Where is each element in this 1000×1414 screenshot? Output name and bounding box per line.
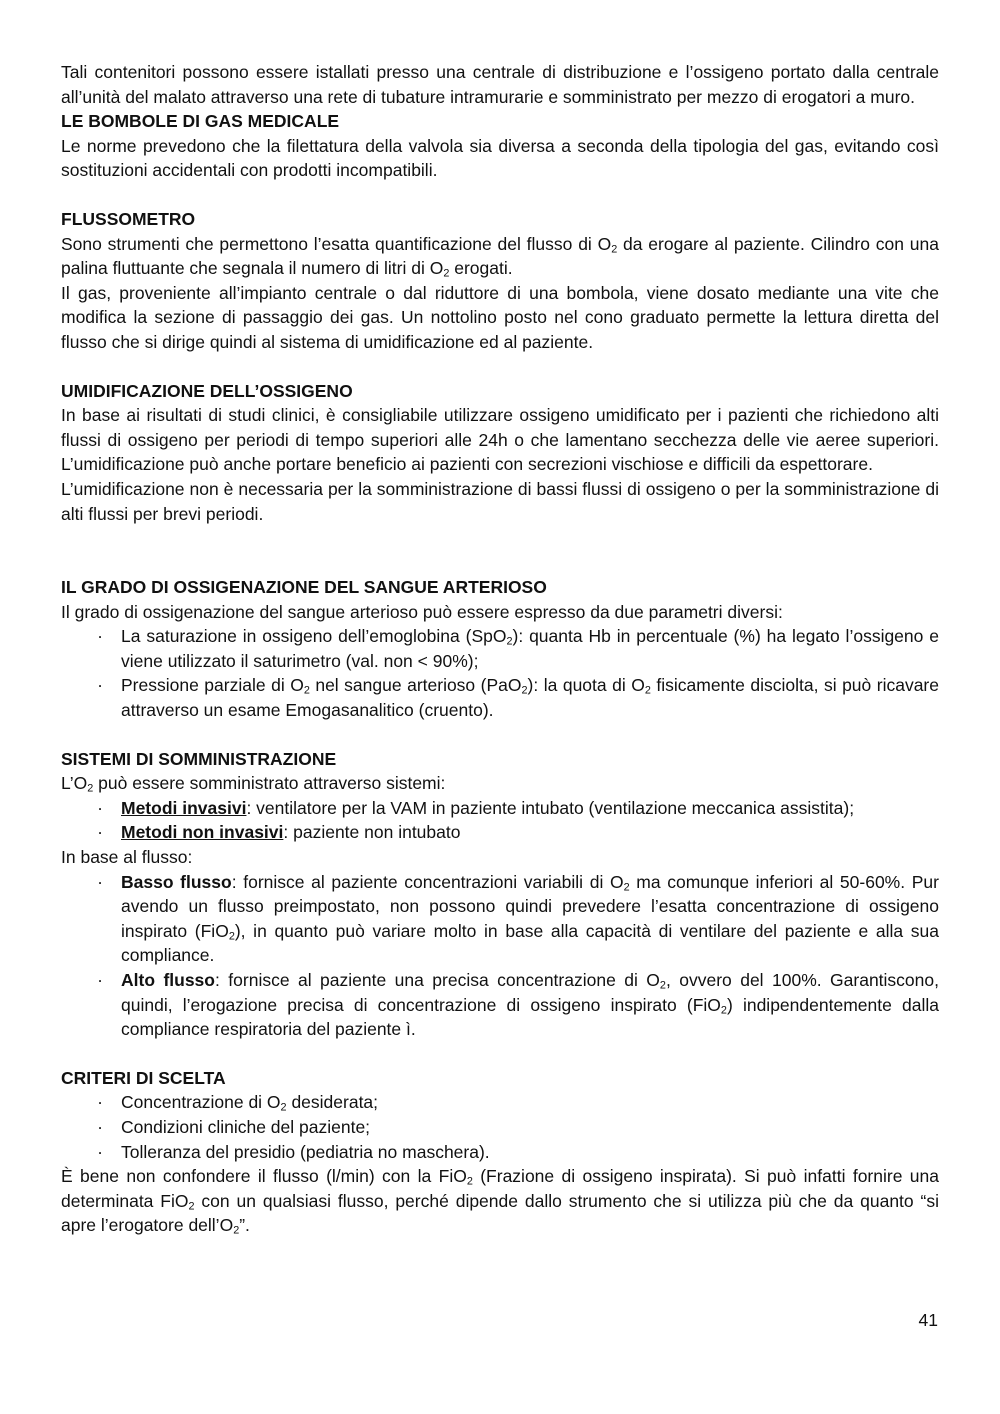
- sistemi-flusso-list: [61, 870, 939, 1042]
- sistemi-metodi-list: [61, 796, 939, 845]
- flussometro-paragraph-2: Il gas, proveniente all’impianto centrale o dal riduttore di una bombola, viene dosato mediante una vite che modifica la sezione di passaggio dei gas. Un nottolino posto nel cono graduato permette la lettura diretta del flusso che si dirige quindi al sistema di umidificazione ed al paziente.: [61, 282, 939, 352]
- bullet-icon: ·: [97, 1116, 103, 1137]
- bullet-icon: ·: [97, 970, 103, 990]
- grado-intro: Il grado di ossigenazione del sangue arterioso può essere espresso da due parametri diversi:: [61, 601, 783, 622]
- list-item: · Condizioni cliniche del paziente;: [61, 1115, 939, 1140]
- heading-umidificazione: UMIDIFICAZIONE DELL’OSSIGENO: [61, 380, 353, 401]
- umidificazione-paragraph-1: In base ai risultati di studi clinici, è consigliabile utilizzare ossigeno umidificato per i pazienti che richiedono alti flussi di ossigeno per periodi di tempo superiori alle 24h o che lamentano secchezza delle vie aeree superiori. L’umidificazione può anche portare beneficio ai pazienti con secrezioni vischiose e difficili da espettorare.: [61, 405, 939, 475]
- heading-criteri: CRITERI DI SCELTA: [61, 1067, 226, 1088]
- bullet-icon: ·: [97, 797, 103, 818]
- bullet-icon: ·: [97, 1141, 103, 1162]
- bullet-icon: ·: [97, 675, 103, 696]
- bullet-icon: ·: [97, 626, 103, 647]
- bombole-paragraph: Le norme prevedono che la filettatura della valvola sia diversa a seconda della tipologia del gas, evitando così sostituzioni accidentali con prodotti incompatibili.: [61, 135, 939, 181]
- list-item: · Metodi invasivi: ventilatore per la VAM in paziente intubato (ventilazione meccanica assistita);: [61, 796, 939, 821]
- criteri-final-paragraph: È bene non confondere il flusso (l/min) con la FiO$_2$ (Frazione di ossigeno inspirata). Si può infatti fornire una determinata FiO$_2$ con un qualsiasi flusso, perché dipende dallo strumento che si utilizza più che da quanto “si apre l’erogatore $dell’O_2$”.: [61, 1166, 940, 1238]
- document-page: [61, 60, 939, 1238]
- list-item: · Alto flusso: fornisce al paziente una precisa concentrazione di $O_2$, ovvero del 100%. Garantiscono, quindi, l’erogazione precisa di concentrazione di ossigeno inspirato (FiO$_2$) indipendentemente dalla compliance respiratoria del paziente ì.: [61, 968, 939, 1042]
- sistemi-intro: $L’O_2$ può essere somministrato attraverso sistemi:: [61, 773, 446, 795]
- bullet-icon: ·: [97, 871, 103, 892]
- list-item: · La saturazione in ossigeno dell’emoglobina (SpO$_2$): quanta Hb in percentuale (%) ha legato l’ossigeno e viene utilizzato il saturimetro (val. non < 90%);: [61, 624, 939, 673]
- page-number: 41: [918, 1310, 938, 1330]
- flussometro-paragraph-1: Sono strumenti che permettono l’esatta quantificazione del flusso di $O_2$ da erogare al paziente. Cilindro con una palina fluttuante che segnala il numero di litri di $O_2$ erogati.: [61, 233, 939, 280]
- intro-paragraph: Tali contenitori possono essere istallati presso una centrale di distribuzione e l’ossigeno portato dalla centrale all’unità del malato attraverso una rete di tubature intramurarie e somministrato per mezzo di erogatori a muro.: [61, 62, 939, 107]
- umidificazione-paragraph-2: L’umidificazione non è necessaria per la somministrazione di bassi flussi di ossigeno o per la somministrazione di alti flussi per brevi periodi.: [61, 478, 939, 524]
- list-item: · Metodi non invasivi: paziente non intubato: [61, 820, 939, 845]
- heading-flussometro: FLUSSOMETRO: [61, 208, 196, 229]
- list-item: · Tolleranza del presidio (pediatria no maschera).: [61, 1140, 939, 1165]
- heading-sistemi: SISTEMI DI SOMMINISTRAZIONE: [61, 748, 337, 769]
- heading-bombole: LE BOMBOLE DI GAS MEDICALE: [61, 111, 340, 132]
- list-item: · Basso flusso: fornisce al paziente concentrazioni variabili di $O_2$ ma comunque inferiori al 50-60%. Pur avendo un flusso preimpostato, non possono quindi prevedere l’esatta concentrazione di ossigeno inspirato (FiO$_2$), in quanto può variare molto in base alla capacità di ventilare del paziente e alla sua compliance.: [61, 870, 939, 968]
- list-item: · Pressione parziale di $O_2$ nel sangue arterioso (PaO$_2$): la quota di $O_2$ fisicamente disciolta, si può ricavare attraverso un esame Emogasanalitico (cruento).: [61, 673, 939, 722]
- grado-list: [61, 624, 939, 722]
- bullet-icon: ·: [97, 822, 103, 843]
- bullet-icon: ·: [97, 1092, 103, 1113]
- criteri-list: [61, 1090, 939, 1164]
- heading-grado-ossigenazione: IL GRADO DI OSSIGENAZIONE DEL SANGUE ARTERIOSO: [61, 577, 547, 598]
- flusso-intro: In base al flusso:: [61, 847, 193, 868]
- list-item: · Concentrazione di $O_2$ desiderata;: [61, 1090, 939, 1115]
